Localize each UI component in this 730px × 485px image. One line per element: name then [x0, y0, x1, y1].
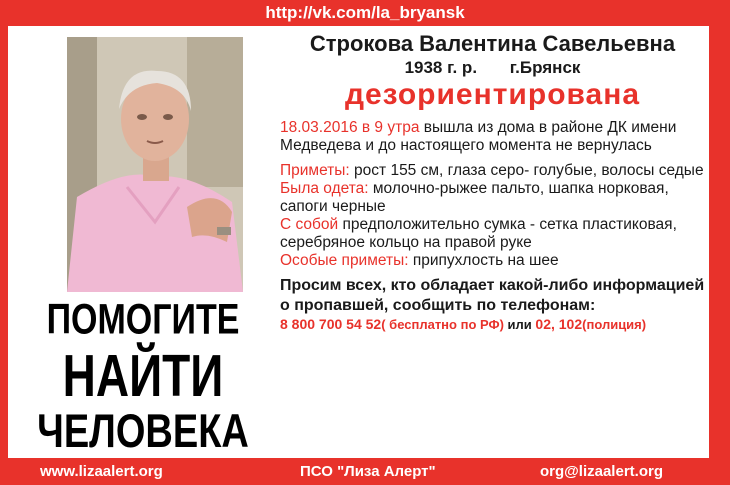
signs: [280, 162, 705, 180]
police-number[interactable]: 02, 102: [535, 316, 583, 332]
belongings-text: предположительно сумка - сетка пластиковая, серебряное кольцо на правой руке: [280, 216, 677, 251]
birth-line: [280, 58, 705, 78]
date-time: 18.03.2016 в 9 утра: [280, 119, 420, 136]
slogan-find: НАЙТИ: [62, 341, 224, 409]
circumstances: [280, 119, 705, 155]
appeal-text: Просим всех, кто обладает какой-либо информацией о пропавшей, сообщить по телефонам:: [280, 277, 705, 314]
clothing-text: молочно-рыжее пальто, шапка норковая, сапоги черные: [280, 180, 669, 215]
clothing: [280, 180, 705, 216]
portrait-illustration: [67, 37, 243, 292]
poster-panel: [8, 26, 709, 458]
info-column: [280, 30, 705, 333]
header-url[interactable]: http://vk.com/la_bryansk: [265, 3, 465, 22]
hotline-note: ( бесплатно по РФ): [381, 317, 504, 332]
signs-label: Приметы:: [280, 162, 350, 179]
person-name: Строкова Валентина Савельевна: [309, 31, 676, 56]
footer-site[interactable]: www.lizaalert.org: [40, 463, 163, 480]
clothing-label: Была одета:: [280, 180, 369, 197]
police-note: (полиция): [582, 317, 647, 332]
birth-year: 1938 г. р.: [404, 58, 478, 77]
special-signs-label: Особые приметы:: [280, 252, 409, 269]
phones-or: или: [507, 317, 532, 332]
slogan-person: ЧЕЛОВЕКА: [37, 405, 249, 459]
slogan-help: ПОМОГИТЕ: [46, 296, 240, 344]
signs-text: рост 155 см, глаза серо- голубые, волосы седые: [354, 162, 704, 179]
footer-org: ПСО "Лиза Алерт": [300, 463, 436, 480]
footer-email[interactable]: org@lizaalert.org: [540, 463, 663, 480]
special-signs: [280, 252, 705, 270]
portrait-photo: [67, 37, 243, 292]
phone-line: [280, 316, 705, 333]
footer: [0, 458, 730, 485]
status-disoriented: дезориентирована: [344, 78, 641, 111]
belongings-label: С собой: [280, 216, 339, 233]
hotline-number[interactable]: 8 800 700 54 52: [280, 316, 382, 332]
circumstances-text: вышла из дома в районе ДК имени Медведева и до настоящего момента не вернулась: [280, 119, 677, 154]
belongings: [280, 216, 705, 252]
special-signs-text: припухлость на шее: [412, 252, 559, 269]
city: г.Брянск: [509, 58, 581, 77]
